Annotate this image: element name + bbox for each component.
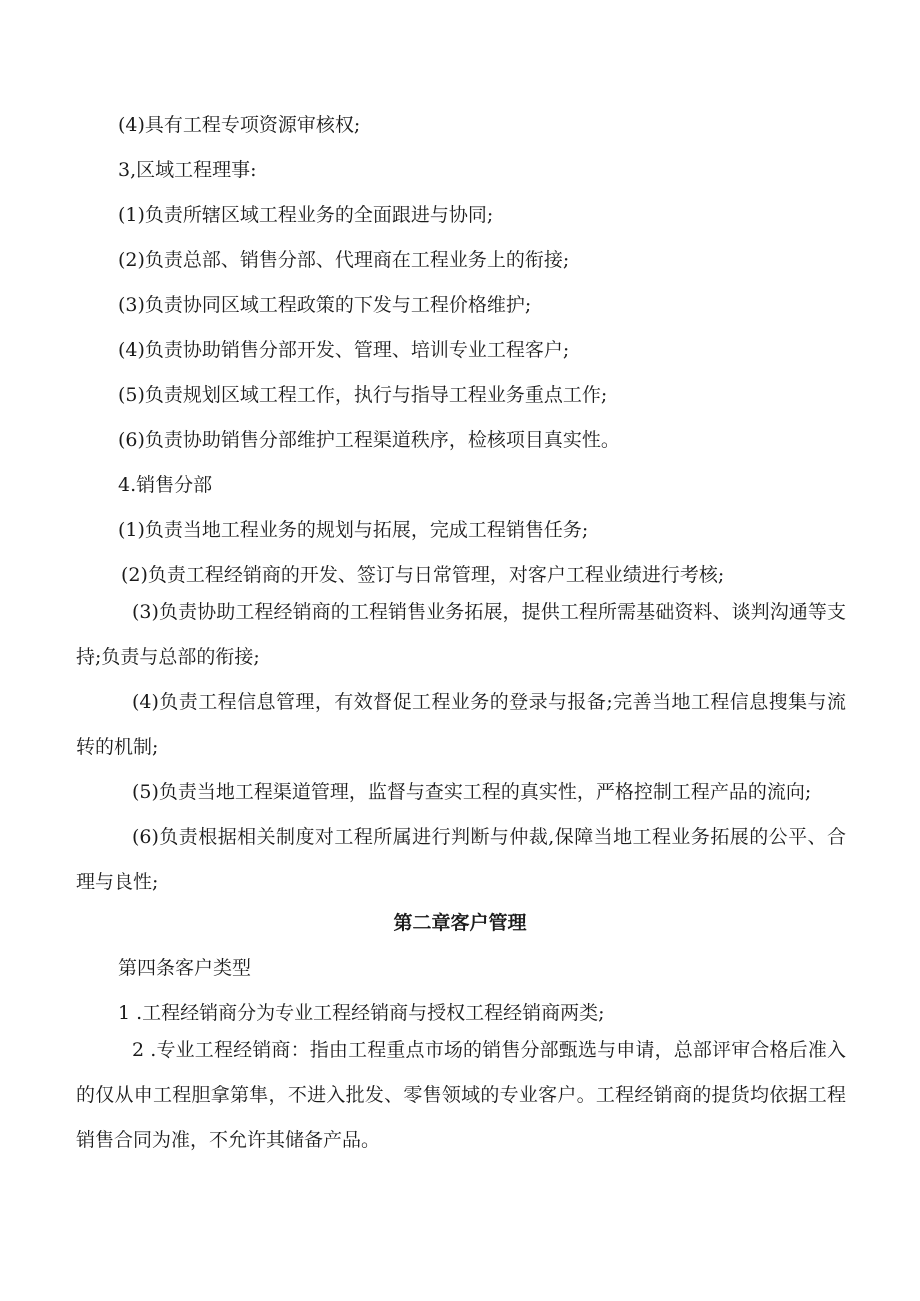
section-heading: 4.销售分部	[118, 474, 213, 496]
text-line: (1)负责当地工程业务的规划与拓展，完成工程销售任务;	[118, 519, 589, 541]
text-line: (2)负责总部、销售分部、代理商在工程业务上的衔接;	[118, 249, 570, 271]
text-line: (3)负责协同区域工程政策的下发与工程价格维护;	[118, 294, 532, 316]
article-title: 第四条客户类型	[118, 957, 252, 979]
paragraph: (4)负责工程信息管理，有效督促工程业务的登录与报备;完善当地工程信息搜集与流转的机制;	[76, 691, 846, 758]
text-line: (2)负责工程经销商的开发、签订与日常管理，对客户工程业绩进行考核;	[121, 564, 725, 586]
text-line: (4)负责协助销售分部开发、管理、培训专业工程客户;	[118, 339, 570, 361]
text-line: (1)负责所辖区域工程业务的全面跟进与协同;	[118, 204, 494, 226]
paragraph: (3)负责协助工程经销商的工程销售业务拓展，提供工程所需基础资料、谈判沟通等支持;负责与总部的衔接;	[76, 601, 846, 668]
paragraph: (5)负责当地工程渠道管理，监督与查实工程的真实性，严格控制工程产品的流向;	[132, 781, 812, 803]
text-line: 3,区域工程理事:	[118, 159, 257, 181]
paragraph: (6)负责根据相关制度对工程所属进行判断与仲裁,保障当地工程业务拓展的公平、合理与良性;	[76, 826, 846, 893]
chapter-title: 第二章客户管理	[393, 912, 527, 934]
text-line: (6)负责协助销售分部维护工程渠道秩序，检核项目真实性。	[118, 429, 620, 451]
text-line: (4)具有工程专项资源审核权;	[118, 114, 361, 136]
article-item: 1 .工程经销商分为专业工程经销商与授权工程经销商两类;	[118, 1002, 605, 1024]
text-line: (5)负责规划区域工程工作，执行与指导工程业务重点工作;	[118, 384, 608, 406]
article-item: 2 .专业工程经销商：指由工程重点市场的销售分部甄选与申请，总部评审合格后准入的仅从申工程胆拿第隼，不进入批发、零售领域的专业客户。工程经销商的提货均依据工程销售合同为准，不允许其储备产品。	[76, 1039, 846, 1151]
